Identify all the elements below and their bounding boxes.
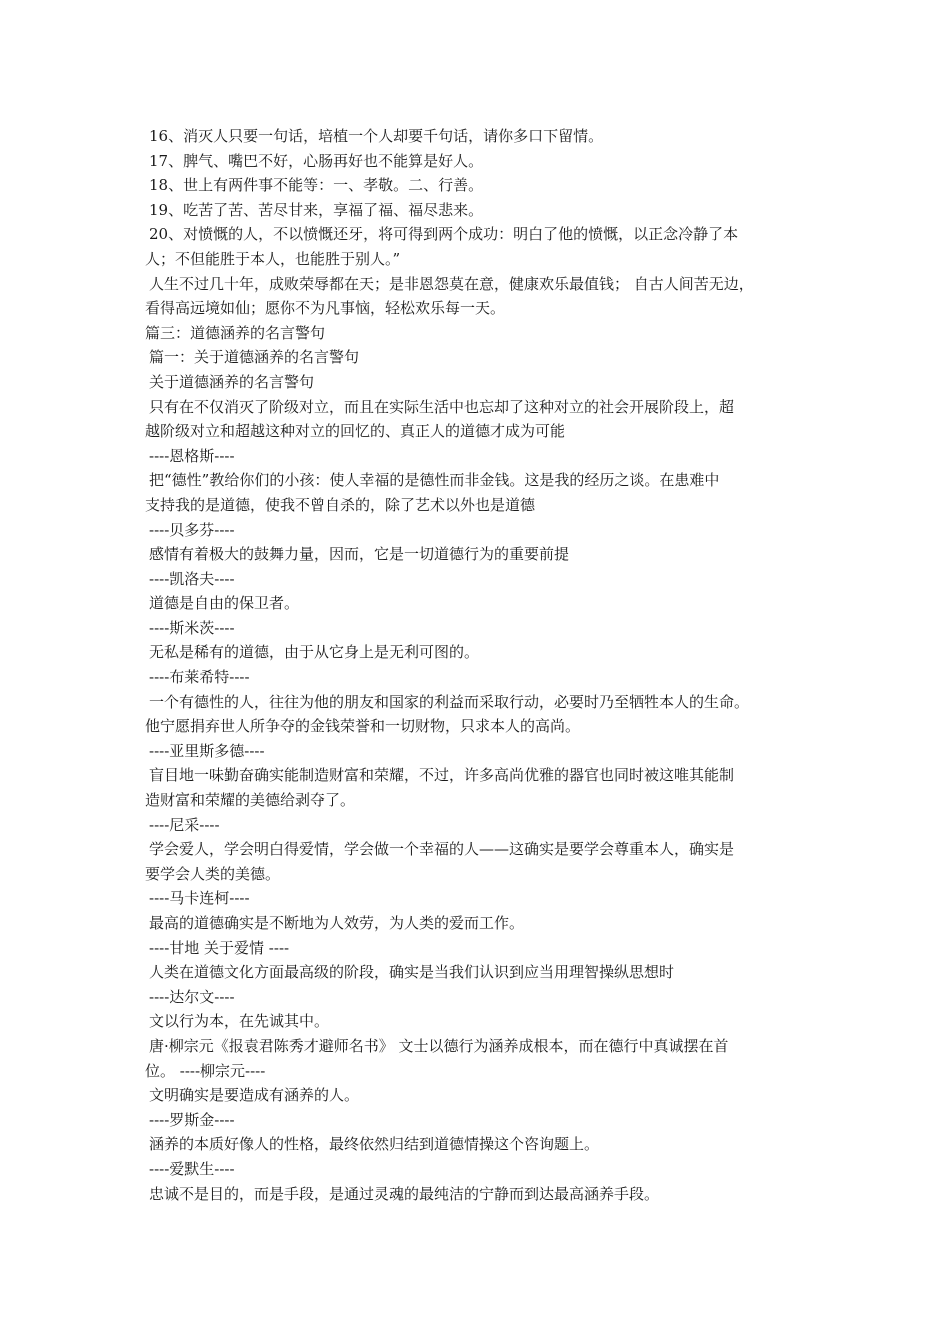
text-line: 篇一：关于道德涵养的名言警句 (149, 348, 360, 367)
text-line: 学会爱人，学会明白得爱情，学会做一个幸福的人——这确实是要学会尊重本人，确实是 (149, 840, 735, 859)
text-line: 越阶级对立和超越这种对立的回忆的、真正人的道德才成为可能 (145, 422, 566, 441)
text-line: ----布莱希特---- (149, 668, 250, 687)
text-line: 关于道德涵养的名言警句 (149, 372, 315, 391)
text-line: ----斯米茨---- (149, 618, 235, 637)
text-line: 要学会人类的美德。 (145, 864, 281, 883)
text-line: 文以行为本，在先诚其中。 (149, 1012, 330, 1031)
text-line: 位。 ----柳宗元---- (145, 1061, 266, 1080)
text-line: 人；不但能胜于本人，也能胜于别人。” (145, 249, 401, 268)
text-line: ----达尔文---- (149, 987, 235, 1006)
text-line: 感情有着极大的鼓舞力量，因而，它是一切道德行为的重要前提 (149, 545, 570, 564)
text-line: 支持我的是道德，使我不曾自杀的，除了艺术以外也是道德 (145, 495, 536, 514)
document-body (145, 124, 823, 1206)
text-line: ----甘地 关于爱情 ---- (149, 938, 290, 957)
text-line: 只有在不仅消灭了阶级对立，而且在实际生活中也忘却了这种对立的社会开展阶段上，超 (149, 397, 735, 416)
text-line: 他宁愿捐弃世人所争夺的金钱荣誉和一切财物，只求本人的高尚。 (145, 717, 581, 736)
text-line: 人生不过几十年，成败荣辱都在天；是非恩怨莫在意，健康欢乐最值钱； 自古人间苦无边， (149, 274, 754, 293)
text-line: ----罗斯金---- (149, 1110, 235, 1129)
text-line: 唐·柳宗元《报袁君陈秀才避师名书》 文士以德行为涵养成根本，而在德行中真诚摆在首 (149, 1036, 729, 1055)
text-line: 涵养的本质好像人的性格，最终依然归结到道德情操这个咨询题上。 (149, 1135, 600, 1154)
text-line: 16、消灭人只要一句话，培植一个人却要千句话，请你多口下留情。 (149, 127, 604, 145)
text-line: ----马卡连柯---- (149, 889, 250, 908)
text-line: 道德是自由的保卫者。 (149, 594, 300, 613)
text-line: 文明确实是要造成有涵养的人。 (149, 1086, 360, 1105)
text-line: ----贝多芬---- (149, 520, 235, 539)
text-line: 19、吃苦了苦、苦尽甘来，享福了福、福尽悲来。 (149, 200, 484, 219)
text-line: 忠诚不是目的，而是手段，是通过灵魂的最纯洁的宁静而到达最高涵养手段。 (149, 1184, 660, 1203)
text-line: ----恩格斯---- (149, 446, 235, 465)
text-line: 18、世上有两件事不能等：一、孝敬。二、行善。 (149, 176, 484, 195)
text-line: 人类在道德文化方面最高级的阶段，确实是当我们认识到应当用理智操纵思想时 (149, 963, 675, 982)
text-line: ----凯洛夫---- (149, 569, 235, 588)
text-line: 看得高远境如仙；愿你不为凡事恼，轻松欢乐每一天。 (145, 299, 506, 318)
text-line: 造财富和荣耀的美德给剥夺了。 (145, 791, 356, 810)
text-line: ----爱默生---- (149, 1159, 235, 1178)
text-line: 无私是稀有的道德，由于从它身上是无利可图的。 (149, 643, 480, 662)
text-line: 17、脾气、嘴巴不好，心肠再好也不能算是好人。 (149, 151, 484, 170)
text-line: 最高的道德确实是不断地为人效劳，为人类的爱而工作。 (149, 914, 525, 932)
text-line: 把“德性”教给你们的小孩：使人幸福的是德性而非金钱。这是我的经历之谈。在患难中 (149, 471, 720, 490)
text-line: 盲目地一味勤奋确实能制造财富和荣耀，不过，许多高尚优雅的器官也同时被这唯其能制 (149, 766, 735, 785)
text-line: ----亚里斯多德---- (149, 741, 265, 760)
text-line: 20、对愤慨的人，不以愤慨还牙，将可得到两个成功：明白了他的愤慨，以正念冷静了本 (149, 225, 739, 244)
text-line: ----尼采---- (149, 815, 220, 834)
text-line: 篇三：道德涵养的名言警句 (145, 323, 326, 342)
text-line: 一个有德性的人，往往为他的朋友和国家的利益而采取行动，必要时乃至牺牲本人的生命。 (149, 692, 750, 711)
